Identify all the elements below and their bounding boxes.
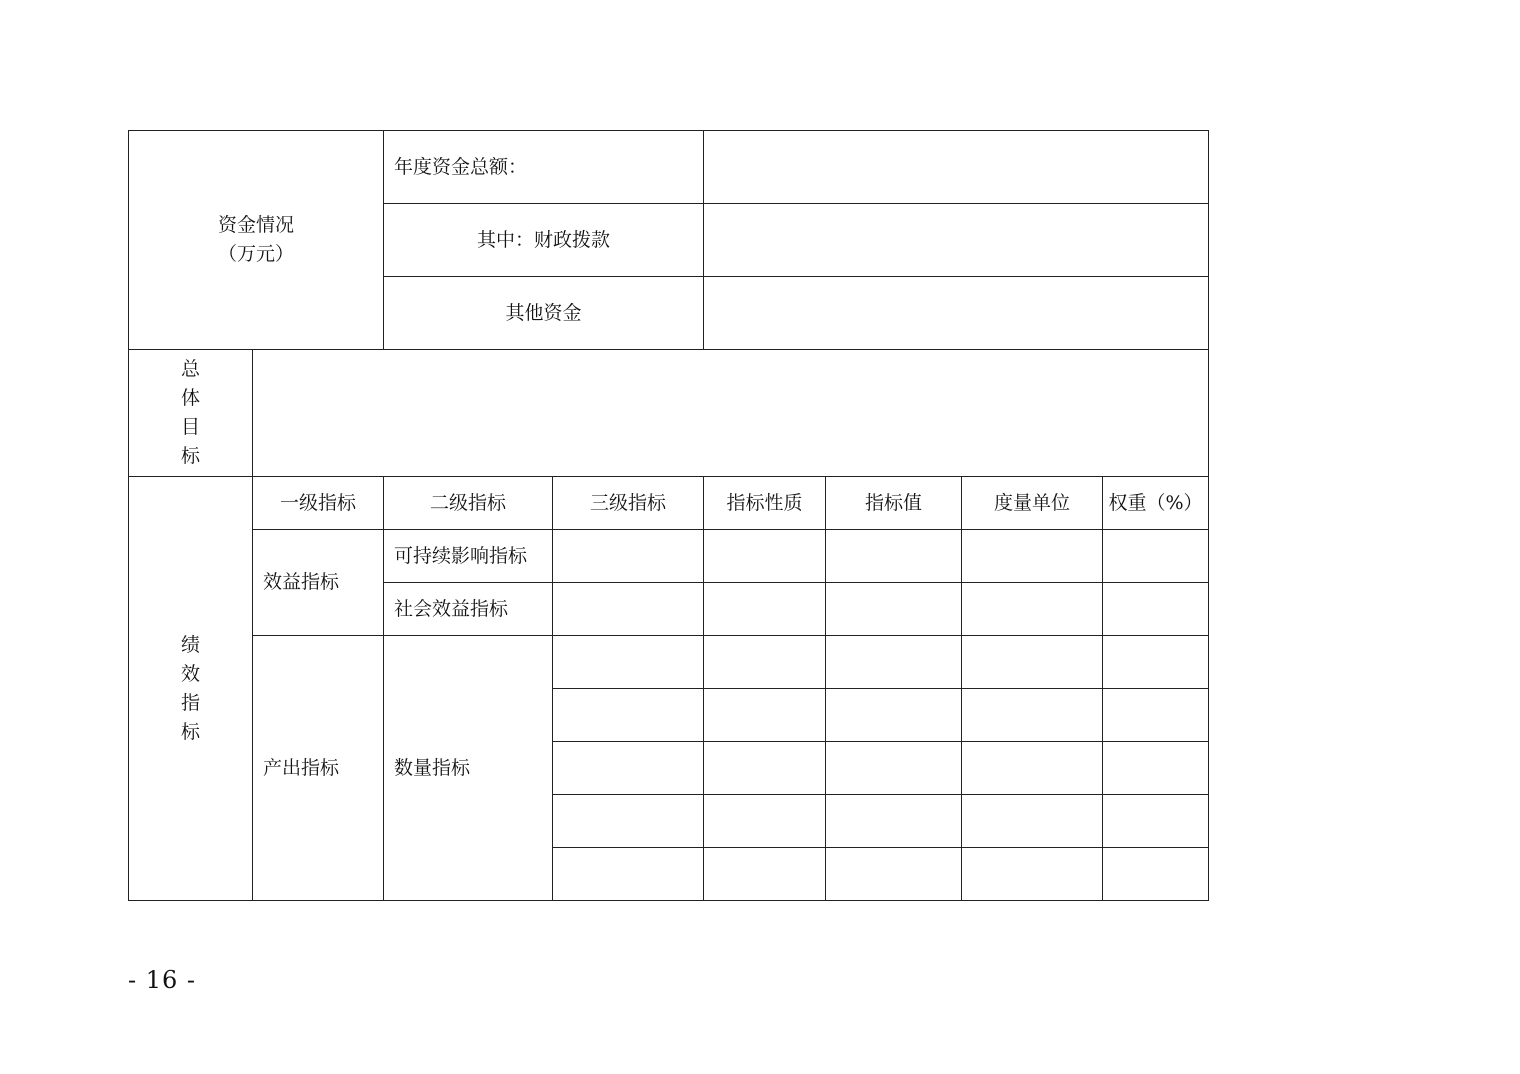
nature-cell[interactable] (704, 742, 826, 795)
benefit-row-1 (129, 530, 1209, 583)
nature-cell[interactable] (704, 689, 826, 742)
value-cell[interactable] (826, 742, 962, 795)
goal-row (129, 350, 1209, 477)
level3-cell[interactable] (553, 689, 704, 742)
funds-row-total (129, 131, 1209, 204)
header-value: 指标值 (826, 477, 962, 530)
nature-cell[interactable] (704, 848, 826, 901)
goal-label: 总体目标 (180, 358, 200, 467)
value-cell[interactable] (826, 689, 962, 742)
indicator-header-row (129, 477, 1209, 530)
level3-cell[interactable] (553, 530, 704, 583)
header-unit: 度量单位 (962, 477, 1103, 530)
performance-target-table (128, 130, 1209, 901)
other-funds-label: 其他资金 (384, 277, 704, 350)
weight-cell[interactable] (1103, 795, 1209, 848)
unit-cell[interactable] (962, 530, 1103, 583)
level3-cell[interactable] (553, 636, 704, 689)
nature-cell[interactable] (704, 636, 826, 689)
weight-cell[interactable] (1103, 530, 1209, 583)
header-level1: 一级指标 (253, 477, 384, 530)
level3-cell[interactable] (553, 795, 704, 848)
unit-cell[interactable] (962, 795, 1103, 848)
total-funds-label: 年度资金总额： (384, 131, 704, 204)
page-number: - 16 - (128, 966, 197, 994)
value-cell[interactable] (826, 636, 962, 689)
performance-label: 绩效指标 (180, 633, 200, 743)
funds-label-cell (129, 131, 384, 350)
header-weight: 权重（%） (1103, 477, 1209, 530)
funds-unit: （万元） (218, 243, 295, 265)
total-funds-value[interactable] (704, 131, 1209, 204)
unit-cell[interactable] (962, 742, 1103, 795)
funds-label: 资金情况 (218, 214, 295, 236)
goal-value[interactable] (253, 350, 1209, 477)
performance-label-cell (129, 477, 253, 901)
value-cell[interactable] (826, 848, 962, 901)
other-funds-value[interactable] (704, 277, 1209, 350)
level3-cell[interactable] (553, 848, 704, 901)
header-nature: 指标性质 (704, 477, 826, 530)
header-level2: 二级指标 (384, 477, 553, 530)
goal-label-cell (129, 350, 253, 477)
unit-cell[interactable] (962, 689, 1103, 742)
sustainable-impact-label: 可持续影响指标 (384, 530, 553, 583)
value-cell[interactable] (826, 530, 962, 583)
level3-cell[interactable] (553, 742, 704, 795)
fiscal-funds-label: 其中：财政拨款 (384, 204, 704, 277)
header-level3: 三级指标 (553, 477, 704, 530)
value-cell[interactable] (826, 795, 962, 848)
social-benefit-label: 社会效益指标 (384, 583, 553, 636)
benefit-level1: 效益指标 (253, 530, 384, 636)
quantity-level2: 数量指标 (384, 636, 553, 901)
nature-cell[interactable] (704, 583, 826, 636)
output-row-1 (129, 636, 1209, 689)
weight-cell[interactable] (1103, 583, 1209, 636)
unit-cell[interactable] (962, 636, 1103, 689)
nature-cell[interactable] (704, 795, 826, 848)
unit-cell[interactable] (962, 848, 1103, 901)
nature-cell[interactable] (704, 530, 826, 583)
unit-cell[interactable] (962, 583, 1103, 636)
weight-cell[interactable] (1103, 689, 1209, 742)
weight-cell[interactable] (1103, 742, 1209, 795)
output-level1: 产出指标 (253, 636, 384, 901)
value-cell[interactable] (826, 583, 962, 636)
weight-cell[interactable] (1103, 848, 1209, 901)
level3-cell[interactable] (553, 583, 704, 636)
fiscal-funds-value[interactable] (704, 204, 1209, 277)
weight-cell[interactable] (1103, 636, 1209, 689)
